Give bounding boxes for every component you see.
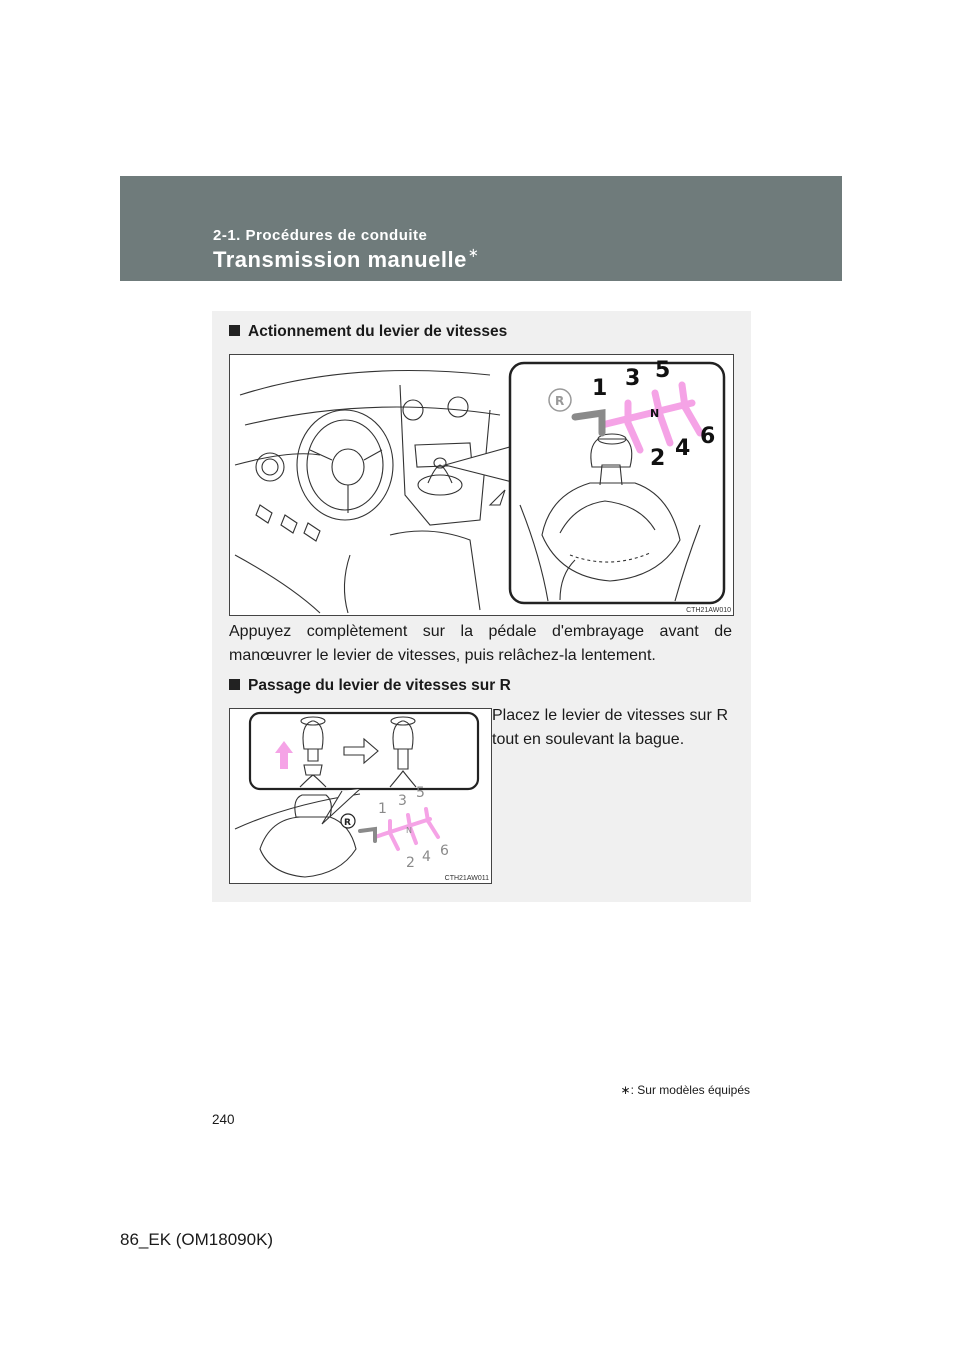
content-panel [212,311,751,902]
figure-code: CTH21AW011 [444,875,489,882]
footnote [580,1083,750,1097]
title-footnote-mark: ∗ [467,245,480,260]
section-label: 2-1. Procédures de conduite [213,227,428,244]
gear-label: R [344,818,351,828]
page-title-text: Transmission manuelle [213,247,467,272]
subheading-reverse [229,677,511,695]
instruction-text: Appuyez complètement sur la pédale d'embrayage avant de manœuvrer le levier de vitesses, puis relâchez-la lentement. [229,623,732,664]
document-code: 86_EK (OM18090K) [120,1230,274,1249]
reverse-illustration [230,709,491,883]
gear-label: R [555,394,565,408]
reverse-instruction-text: Placez le levier de vitesses sur R tout en soulevant la bague. [492,707,728,748]
gear-label: 5 [655,358,671,383]
gear-label: 3 [398,793,407,809]
gear-label: 4 [675,436,691,461]
page-number: 240 [212,1112,235,1127]
figure-reverse-shift [229,708,492,884]
gear-label: 2 [406,855,415,871]
square-bullet-icon [229,679,240,690]
gear-label: 1 [378,801,387,817]
gear-label: 5 [416,785,425,801]
gear-label: 2 [650,446,666,471]
footnote-text: : Sur modèles équipés [630,1083,750,1097]
gear-label: N [406,826,412,835]
footnote-mark: ∗ [620,1083,631,1097]
gear-label: 1 [592,376,608,401]
subheading-text: Passage du levier de vitesses sur R [248,677,511,694]
gear-label: 3 [625,366,641,391]
subheading-text: Actionnement du levier de vitesses [248,323,508,340]
gear-label: 6 [700,424,716,449]
gear-label: 4 [422,849,431,865]
gear-label: N [650,407,660,420]
section-header [120,176,842,281]
gear-label: 6 [440,843,449,859]
cockpit-illustration [230,355,733,615]
subheading-gear-operation [229,323,507,341]
figure-code: CTH21AW010 [686,607,731,614]
figure-gearshift-cockpit [229,354,734,616]
square-bullet-icon [229,325,240,336]
page-title [213,247,479,273]
